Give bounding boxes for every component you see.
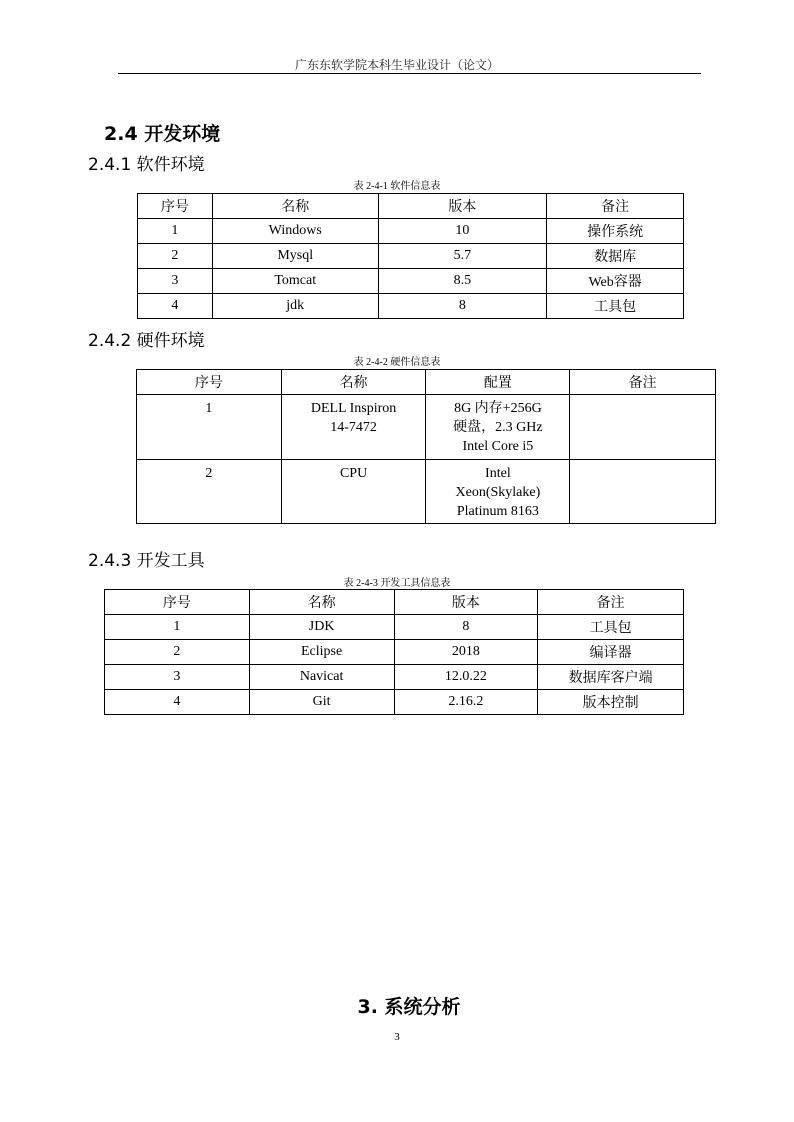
cell-line: CPU — [339, 466, 368, 481]
column-header: 名称 — [281, 370, 426, 395]
table-cell: 2 — [137, 460, 282, 524]
table-row — [105, 690, 684, 715]
table-cell — [570, 460, 716, 524]
chapter-title: 3. 系统分析 — [357, 996, 461, 1018]
cell-line: Intel — [485, 466, 511, 481]
table-cell — [281, 460, 426, 524]
header-rule — [118, 73, 701, 74]
table-cell: 8.5 — [378, 269, 547, 294]
table-cell: 1 — [137, 395, 282, 460]
column-header: 序号 — [137, 370, 282, 395]
table-cell: 12.0.22 — [394, 665, 538, 690]
table-cell: 版本控制 — [538, 690, 684, 715]
cell-line: DELL Inspiron — [310, 401, 397, 416]
software-table-caption: 表 2-4-1 软件信息表 — [353, 181, 441, 192]
table-cell: Eclipse — [249, 640, 394, 665]
table-cell: Windows — [212, 219, 378, 244]
column-header: 备注 — [538, 590, 684, 615]
table-cell — [426, 460, 570, 524]
table-row — [138, 294, 684, 319]
column-header: 序号 — [105, 590, 250, 615]
column-header: 版本 — [378, 194, 547, 219]
table-cell: 4 — [105, 690, 250, 715]
table-cell: 5.7 — [378, 244, 547, 269]
table-cell: 数据库客户端 — [538, 665, 684, 690]
hardware-table-caption: 表 2-4-2 硬件信息表 — [353, 357, 441, 368]
table-cell: JDK — [249, 615, 394, 640]
page-number: 3 — [394, 1031, 400, 1043]
table-cell: 操作系统 — [547, 219, 684, 244]
section-title: 2.4 开发环境 — [104, 123, 221, 145]
table-cell: 3 — [105, 665, 250, 690]
column-header: 版本 — [394, 590, 538, 615]
table-cell: 8 — [394, 615, 538, 640]
column-header: 名称 — [212, 194, 378, 219]
software-heading: 2.4.1 软件环境 — [88, 155, 205, 175]
table-cell — [426, 395, 570, 460]
table-cell: 3 — [138, 269, 213, 294]
column-header: 备注 — [570, 370, 716, 395]
column-header: 名称 — [249, 590, 394, 615]
table-cell: 10 — [378, 219, 547, 244]
table-cell: 2 — [105, 640, 250, 665]
cell-line: 8G 内存+256G — [454, 401, 542, 416]
table-cell: 1 — [138, 219, 213, 244]
table-row — [105, 665, 684, 690]
column-header: 备注 — [547, 194, 684, 219]
table-row — [137, 460, 716, 524]
table-cell: 2 — [138, 244, 213, 269]
table-cell: 2.16.2 — [394, 690, 538, 715]
cell-line: Intel Core i5 — [462, 439, 534, 454]
table-header-row — [105, 590, 684, 615]
table-cell: jdk — [212, 294, 378, 319]
table-cell: Web容器 — [547, 269, 684, 294]
table-cell: 编译器 — [538, 640, 684, 665]
table-cell: 8 — [378, 294, 547, 319]
table-cell: 2018 — [394, 640, 538, 665]
cell-line: Xeon(Skylake) — [455, 485, 541, 500]
table-cell: Git — [249, 690, 394, 715]
tools-table — [104, 589, 684, 715]
table-cell: 1 — [105, 615, 250, 640]
table-row — [137, 395, 716, 460]
page-header: 广东东软学院本科生毕业设计（论文） — [294, 58, 499, 72]
table-header-row — [138, 194, 684, 219]
column-header: 序号 — [138, 194, 213, 219]
column-header: 配置 — [426, 370, 570, 395]
table-cell: 工具包 — [547, 294, 684, 319]
hardware-table — [136, 369, 716, 524]
hardware-heading: 2.4.2 硬件环境 — [88, 331, 205, 351]
table-cell: Tomcat — [212, 269, 378, 294]
table-cell — [570, 395, 716, 460]
table-cell — [281, 395, 426, 460]
table-row — [138, 219, 684, 244]
table-row — [105, 640, 684, 665]
software-table — [137, 193, 684, 319]
table-cell: Mysql — [212, 244, 378, 269]
table-row — [138, 269, 684, 294]
tools-heading: 2.4.3 开发工具 — [88, 551, 205, 571]
cell-line: Platinum 8163 — [456, 504, 539, 519]
table-row — [138, 244, 684, 269]
table-cell: 工具包 — [538, 615, 684, 640]
table-row — [105, 615, 684, 640]
cell-line: 硬盘，2.3 GHz — [453, 420, 543, 435]
table-header-row — [137, 370, 716, 395]
table-cell: Navicat — [249, 665, 394, 690]
table-cell: 4 — [138, 294, 213, 319]
cell-line: 14-7472 — [330, 420, 377, 435]
table-cell: 数据库 — [547, 244, 684, 269]
tools-table-caption: 表 2-4-3 开发工具信息表 — [343, 578, 451, 589]
